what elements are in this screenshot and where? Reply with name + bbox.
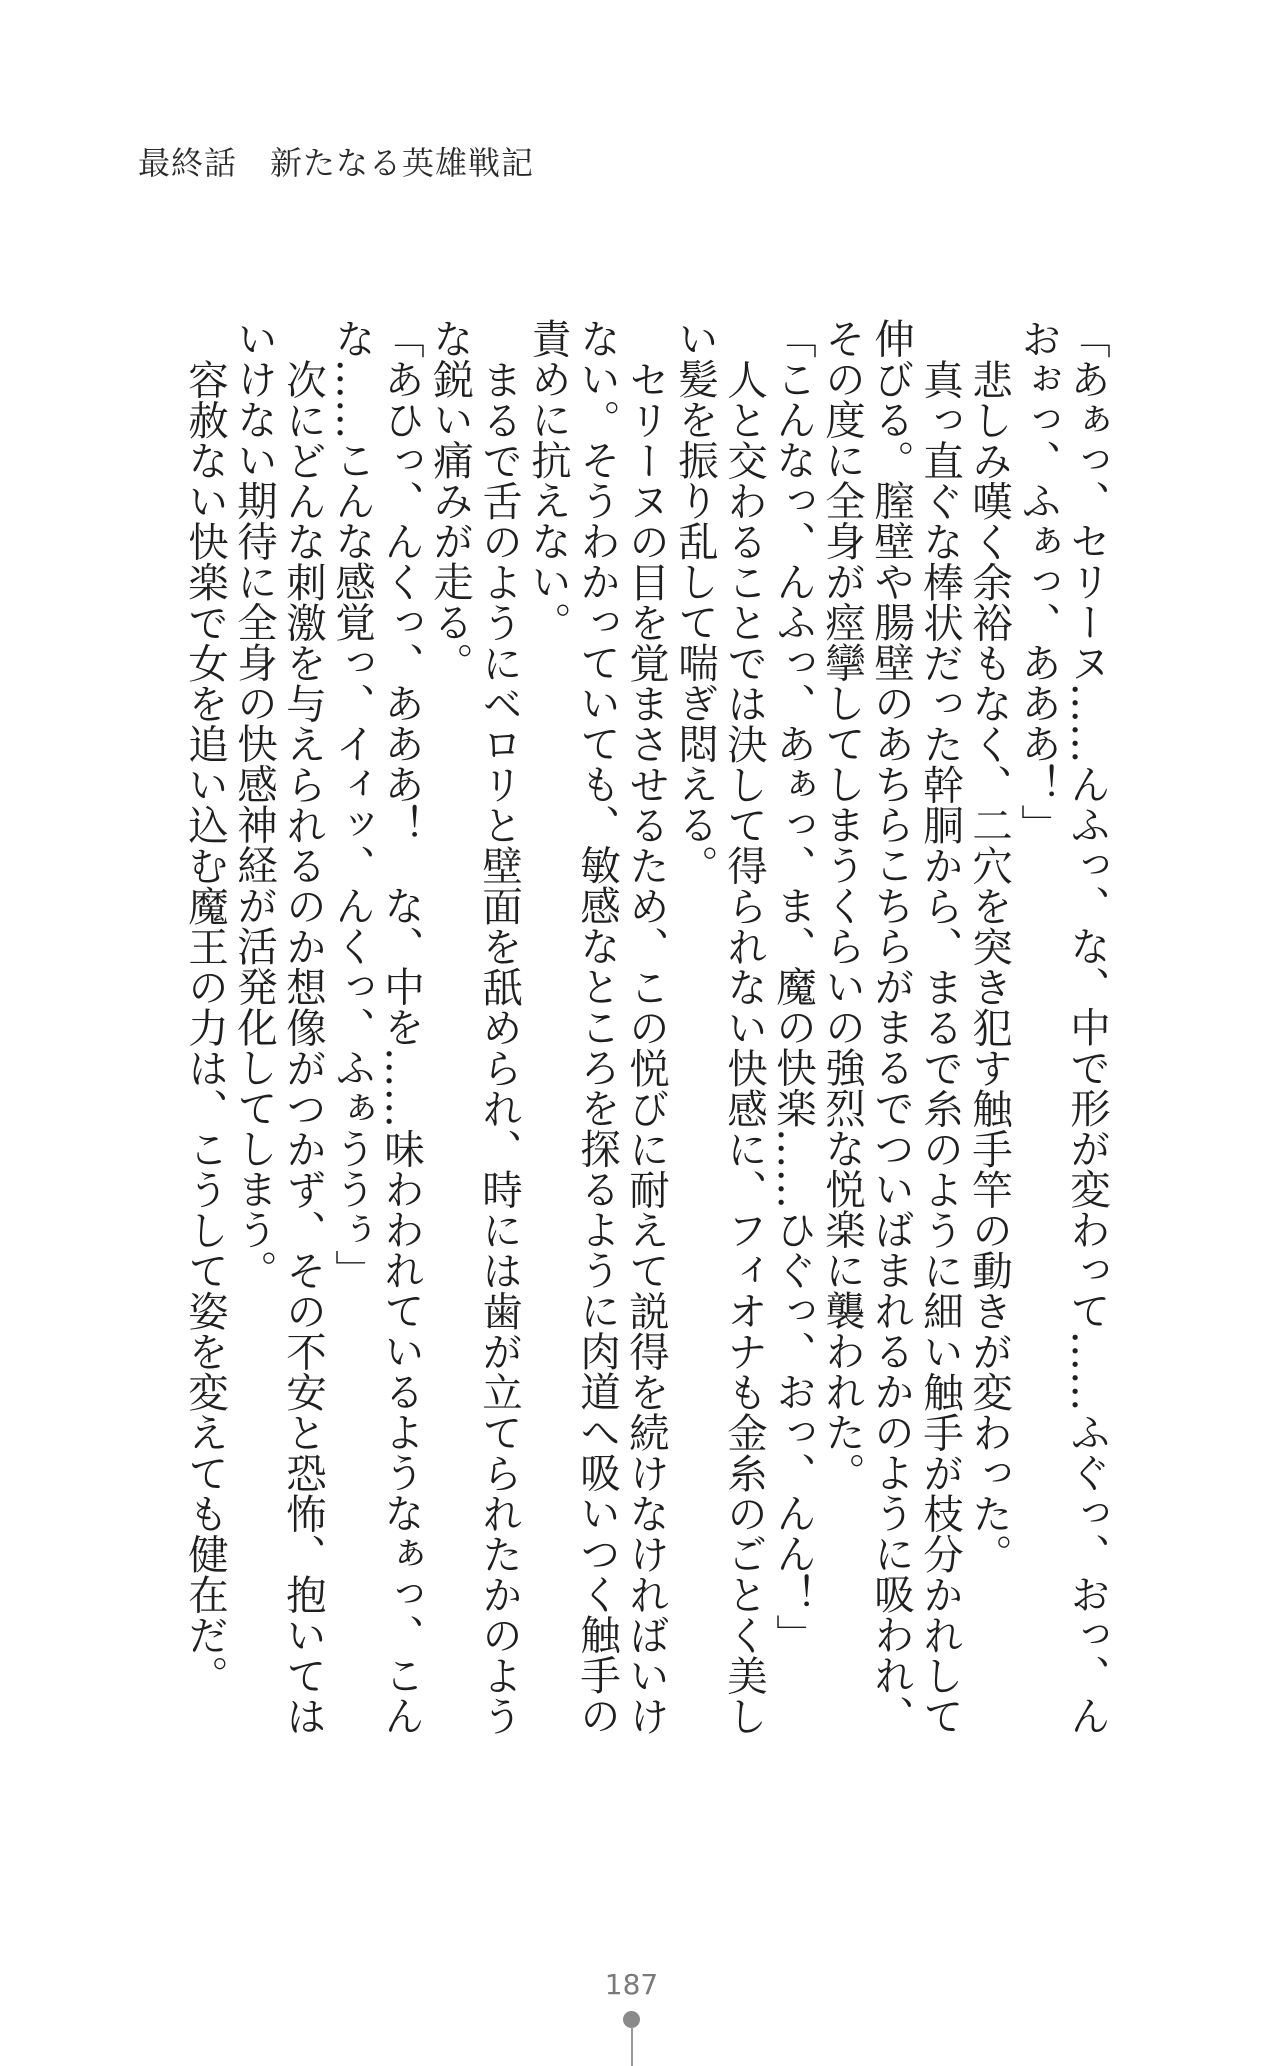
page-number: 187 [604, 1968, 659, 2001]
paragraph: 「あぁっ、セリーヌ……んふっ、な、中で形が変わって……ふぐっ、おっ、んおぉっ、ふぁっ、あああ！」 [1014, 318, 1111, 1736]
paragraph: 容赦ない快楽で女を追い込む魔王の力は、こうして姿を変えても健在だ。 [181, 358, 229, 1695]
paragraph: 悲しみ嘆く余裕もなく、二穴を突き犯す触手竿の動きが変わった。 [965, 358, 1013, 1574]
paragraph: 人と交わることでは決して得られない快感に、フィオナも金糸のごとく美しい髪を振り乱して喘ぎ悶える。 [671, 318, 768, 1736]
paragraph: セリーヌの目を覚まさせるため、この悦びに耐えて説得を続けなければいけない。そうわかっていても、敏感なところを探るように肉道へ吸いつく触手の責めに抗えない。 [524, 318, 670, 1736]
body-text [111, 318, 1111, 1758]
paragraph: 「こんなっ、んふっ、あぁっ、ま、魔の快楽……ひぐっ、おっ、んん！」 [769, 318, 817, 1655]
running-head: 最終話 新たなる英雄戦記 [138, 144, 535, 182]
paragraph: まるで舌のようにベロリと壁面を舐められ、時には歯が立てられたかのような鋭い痛みが走る。 [426, 318, 523, 1736]
paragraph: 次にどんな刺激を与えられるのか想像がつかず、その不安と恐怖、抱いてはいけない期待に全身の快感神経が活発化してしまう。 [230, 318, 327, 1736]
folio-line-ornament [631, 2026, 633, 2066]
paragraph: 「あひっ、んくっ、あああ！ な、中を……味わわれているようなぁっ、こんな……こんな感覚っ、イィッ、んくっ、ふぁううぅ」 [328, 318, 425, 1736]
paragraph: 真っ直ぐな棒状だった幹胴から、まるで糸のように細い触手が枝分かれして伸びる。膣壁や腸壁のあちらこちらがまるでついばまれるかのように吸われ、その度に全身が痙攣してしまうくらいの強烈な悦楽に襲われた。 [818, 318, 964, 1736]
